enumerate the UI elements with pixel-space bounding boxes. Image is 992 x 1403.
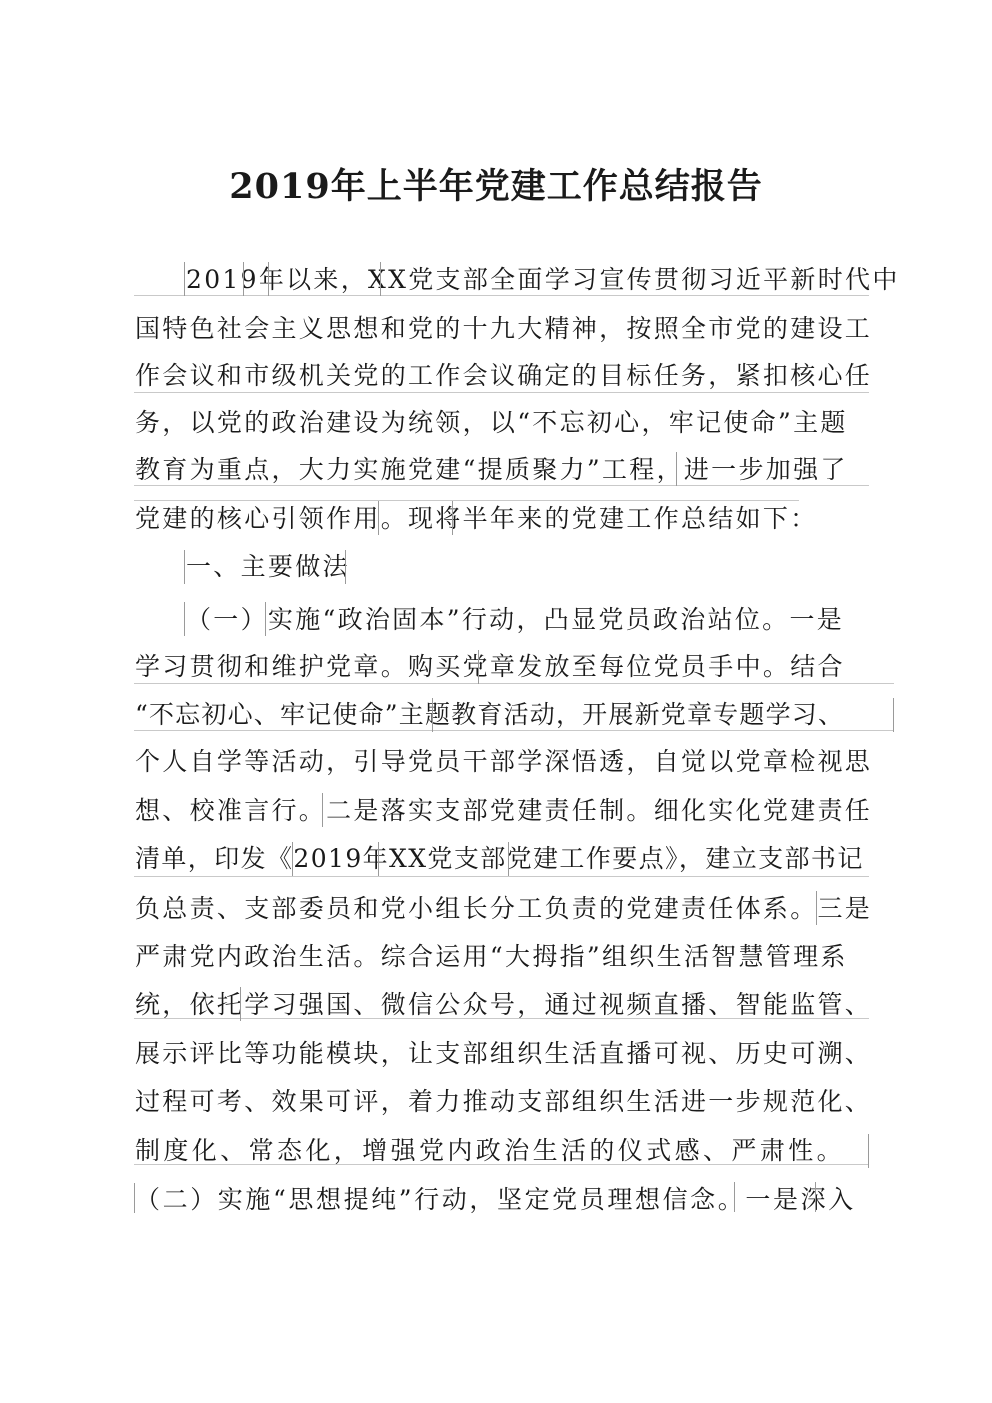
scan-rule bbox=[243, 262, 244, 296]
document-title: 2019年上半年党建工作总结报告 bbox=[229, 166, 763, 207]
scan-rule bbox=[134, 876, 869, 877]
body-line: （二）实施“思想提纯”行动，坚定党员理想信念。一是深入 bbox=[135, 1185, 856, 1214]
scan-rule bbox=[265, 602, 266, 636]
body-line: 清单，印发《2019年XX党支部党建工作要点》，建立支部书记 bbox=[135, 844, 864, 873]
scan-rule bbox=[380, 262, 381, 296]
scan-rule bbox=[134, 1183, 135, 1213]
body-line: 过程可考、效果可评，着力推动支部组织生活进一步规范化、 bbox=[135, 1087, 873, 1116]
scan-rule bbox=[734, 1182, 735, 1212]
scan-rule bbox=[345, 550, 346, 584]
scan-rule bbox=[184, 262, 185, 296]
scan-rule bbox=[134, 730, 894, 731]
body-line: 2019年以来，XX党支部全面学习宣传贯彻习近平新时代中 bbox=[186, 265, 900, 294]
body-line: 个人自学等活动，引导党员干部学深悟透，自觉以党章检视思 bbox=[135, 747, 873, 776]
body-line: “不忘初心、牢记使命”主题教育活动，开展新党章专题学习、 bbox=[135, 700, 845, 729]
body-line: 国特色社会主义思想和党的十九大精神，按照全市党的建设工 bbox=[135, 314, 873, 343]
body-line: 学习贯彻和维护党章。购买党章发放至每位党员手中。结合 bbox=[135, 652, 845, 681]
section-heading: 一、主要做法 bbox=[186, 552, 350, 581]
scan-rule bbox=[322, 793, 323, 827]
body-line: 展示评比等功能模块，让支部组织生活直播可视、历史可溯、 bbox=[135, 1039, 873, 1068]
scan-rule bbox=[676, 452, 677, 486]
body-line: 想、校准言行。二是落实支部党建责任制。细化实化党建责任 bbox=[135, 796, 873, 825]
scan-rule bbox=[134, 392, 869, 393]
body-line: （一）实施“政治固本”行动，凸显党员政治站位。一是 bbox=[186, 605, 845, 634]
scan-rule bbox=[292, 842, 293, 876]
scan-rule bbox=[134, 1164, 869, 1165]
scan-rule bbox=[134, 683, 894, 684]
body-line: 作会议和市级机关党的工作会议确定的目标任务，紧扣核心任 bbox=[135, 361, 873, 390]
scan-rule bbox=[815, 1182, 816, 1212]
scan-rule bbox=[184, 602, 185, 636]
body-line: 教育为重点，大力实施党建“提质聚力”工程，进一步加强了 bbox=[135, 455, 848, 484]
scan-rule bbox=[478, 650, 479, 684]
body-line: 严肃党内政治生活。综合运用“大拇指”组织生活智慧管理系 bbox=[135, 942, 848, 971]
scan-rule bbox=[134, 295, 869, 296]
body-line: 务，以党的政治建设为统领，以“不忘初心，牢记使命”主题 bbox=[135, 408, 848, 437]
scan-rule bbox=[378, 842, 379, 876]
body-line: 党建的核心引领作用。现将半年来的党建工作总结如下： bbox=[135, 504, 818, 533]
scan-rule bbox=[816, 891, 817, 925]
scan-rule bbox=[893, 698, 894, 732]
body-line: 负总责、支部委员和党小组长分工负责的党建责任体系。三是 bbox=[135, 894, 873, 923]
scan-rule bbox=[134, 1018, 869, 1019]
scan-rule bbox=[432, 698, 433, 732]
scan-rule bbox=[134, 500, 799, 501]
body-line: 统，依托学习强国、微信公众号，通过视频直播、智能监管、 bbox=[135, 990, 873, 1019]
scan-rule bbox=[508, 842, 509, 876]
body-line: 制度化、常态化，增强党内政治生活的仪式感、严肃性。 bbox=[135, 1136, 846, 1165]
scan-rule bbox=[184, 550, 185, 584]
scan-rule bbox=[452, 501, 453, 535]
scan-rule bbox=[134, 485, 869, 486]
scan-rule bbox=[240, 987, 241, 1021]
scan-rule bbox=[378, 501, 379, 535]
scan-rule bbox=[268, 262, 269, 296]
scan-rule bbox=[868, 1134, 869, 1168]
